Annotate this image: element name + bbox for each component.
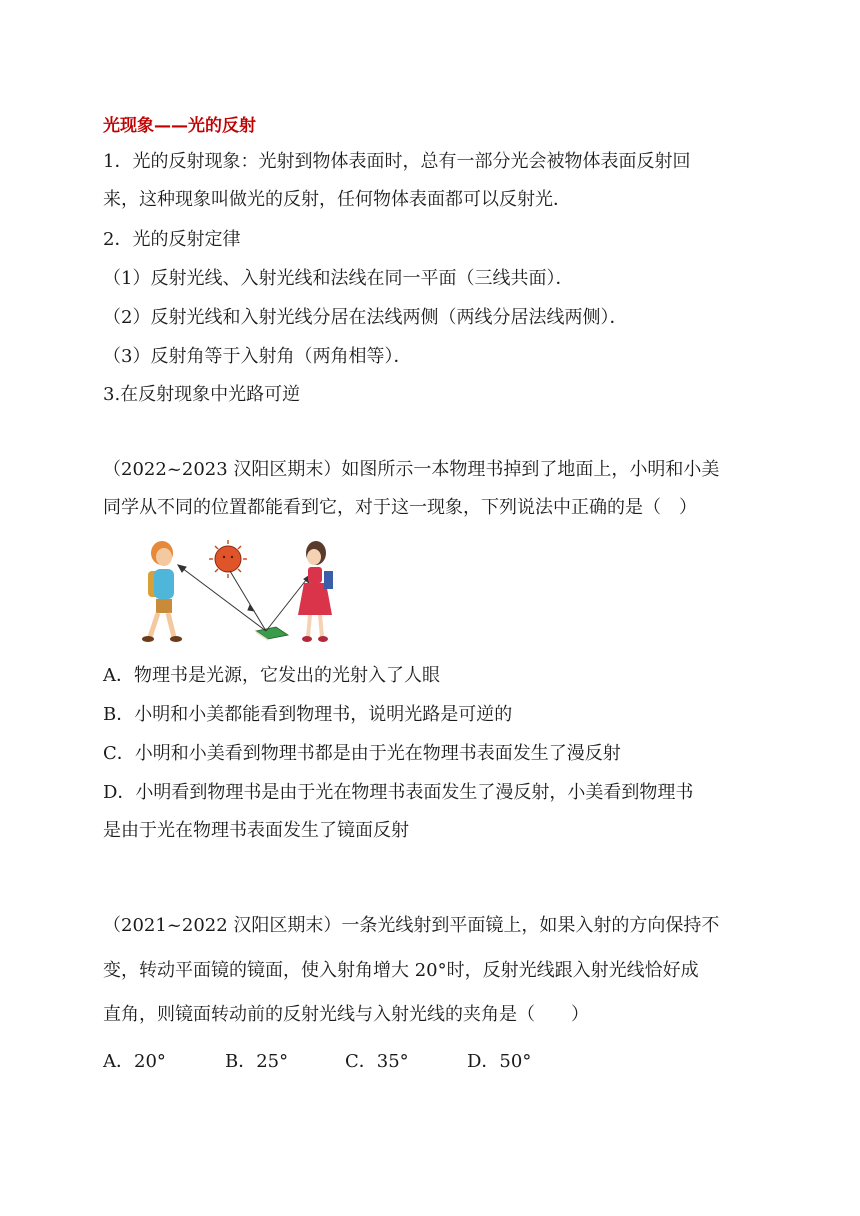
question2-stem-line3: 直角，则镜面转动前的反射光线与入射光线的夹角是（ ） <box>103 1004 589 1025</box>
question1-stem-line1: （2022~2023 汉阳区期末）如图所示一本物理书掉到了地面上，小明和小美 <box>103 459 720 480</box>
girl-figure <box>298 541 333 642</box>
question2-option-a: A．20° <box>103 1051 166 1072</box>
law-item-2: （2）反射光线和入射光线分居在法线两侧（两线分居法线两侧）． <box>103 307 628 328</box>
question2-stem-line2: 变，转动平面镜的镜面，使入射角增大 20°时，反射光线跟入射光线恰好成 <box>103 960 699 981</box>
question1-illustration <box>138 535 338 647</box>
sun-icon <box>209 540 247 578</box>
question2-option-b: B．25° <box>225 1051 289 1072</box>
boy-figure <box>142 541 182 642</box>
book-icon <box>256 627 288 641</box>
knowledge-point-3: 3.在反射现象中光路可逆 <box>103 384 301 405</box>
light-rays <box>178 565 310 631</box>
knowledge-point-2: 2．光的反射定律 <box>103 229 241 250</box>
question1-option-c: C．小明和小美看到物理书都是由于光在物理书表面发生了漫反射 <box>103 743 621 764</box>
question2-options <box>103 1050 531 1074</box>
section-title: 光现象——光的反射 <box>103 116 256 136</box>
law-item-3: （3）反射角等于入射角（两角相等）． <box>103 346 412 367</box>
question1-option-d-line2: 是由于光在物理书表面发生了镜面反射 <box>103 820 409 841</box>
question2-option-c: C．35° <box>345 1051 409 1072</box>
question1-stem-line2: 同学从不同的位置都能看到它，对于这一现象，下列说法中正确的是（ ） <box>103 497 697 518</box>
question1-option-b: B．小明和小美都能看到物理书，说明光路是可逆的 <box>103 704 513 725</box>
law-item-1: （1）反射光线、入射光线和法线在同一平面（三线共面）． <box>103 268 574 289</box>
question2-option-d: D．50° <box>467 1051 532 1072</box>
question2-stem-line1: （2021~2022 汉阳区期末）一条光线射到平面镜上，如果入射的方向保持不 <box>103 915 720 936</box>
knowledge-point-1-line1: 1．光的反射现象：光射到物体表面时，总有一部分光会被物体表面反射回 <box>103 151 691 172</box>
question1-option-a: A．物理书是光源，它发出的光射入了人眼 <box>103 665 440 686</box>
knowledge-point-1-line2: 来，这种现象叫做光的反射，任何物体表面都可以反射光． <box>103 189 571 210</box>
question1-option-d-line1: D．小明看到物理书是由于光在物理书表面发生了漫反射，小美看到物理书 <box>103 782 694 803</box>
